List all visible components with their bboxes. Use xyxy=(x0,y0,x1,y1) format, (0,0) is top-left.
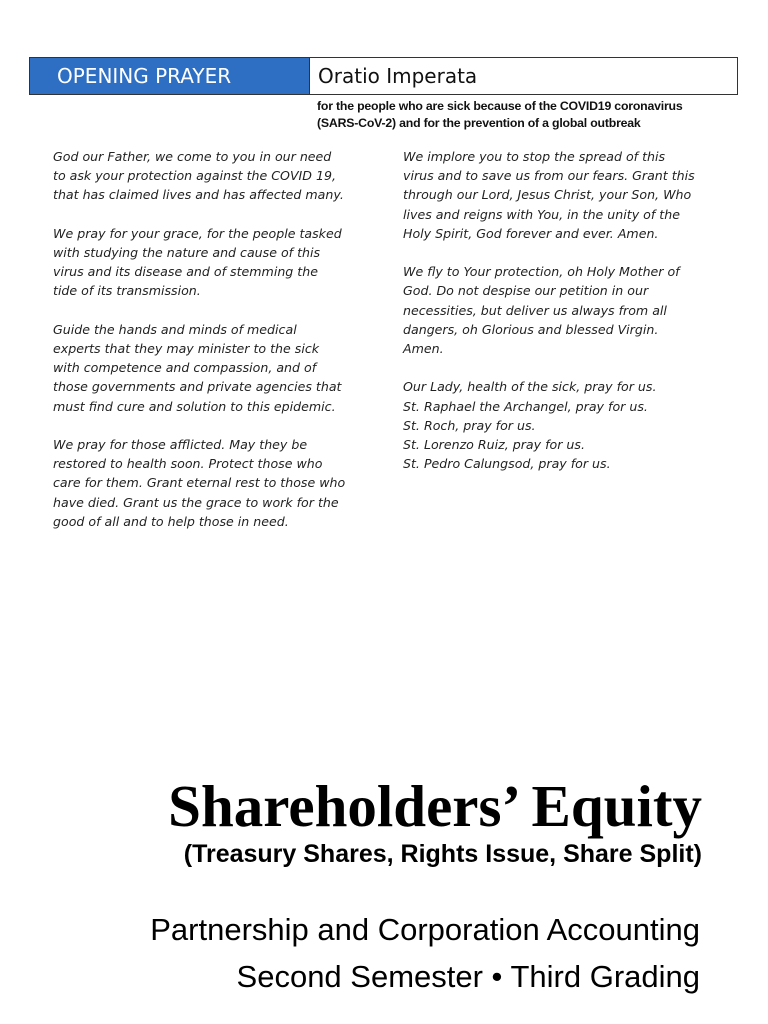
opening-prayer-label: OPENING PRAYER xyxy=(30,58,309,94)
prayer-right-column xyxy=(403,147,728,493)
prayer-paragraph: We fly to Your protection, oh Holy Mother of God. Do not despise our petition in our necessities, but deliver us always from all dangers, oh Glorious and blessed Virgin. Amen. xyxy=(403,264,680,357)
prayer-title: Oratio Imperata xyxy=(309,58,737,94)
prayer-paragraph: We implore you to stop the spread of this virus and to save us from our fears. Grant this through our Lord, Jesus Christ, your Son, Who lives and reigns with You, in the unity of the Holy Spirit, God forever and ever. Amen. xyxy=(403,149,695,241)
prayer-paragraph: God our Father, we come to you in our need to ask your protection against the COVID 19, that has claimed lives and has affected many. xyxy=(53,149,344,203)
prayer-paragraph: We pray for those afflicted. May they be restored to health soon. Protect those who care for them. Grant eternal rest to those who have died. Grant us the grace to work for the good of all and to help those in need. xyxy=(53,437,346,529)
prayer-paragraph: We pray for your grace, for the people tasked with studying the nature and cause of this virus and its disease and of stemming the tide of its transmission. xyxy=(53,225,342,299)
course-term: Second Semester • Third Grading xyxy=(236,959,700,994)
prayer-paragraph: Guide the hands and minds of medical experts that they may minister to the sick with competence and compassion, and of those governments and private agencies that must find cure and solution to this epidemic. xyxy=(53,321,342,414)
prayer-litany: Our Lady, health of the sick, pray for us. St. Raphael the Archangel, pray for us. St. Roch, pray for us. St. Lorenzo Ruiz, pray for us. St. Pedro Calungsod, pray for us. xyxy=(403,379,657,472)
prayer-left-column xyxy=(53,147,371,550)
lesson-title: Shareholders’ Equity xyxy=(168,773,702,839)
prayer-subtitle-line-1: for the people who are sick because of the COVID19 coronavirus xyxy=(317,99,683,113)
course-name: Partnership and Corporation Accounting xyxy=(150,912,700,947)
lesson-topics: (Treasury Shares, Rights Issue, Share Split) xyxy=(183,840,702,868)
prayer-subtitle-line-2: (SARS-CoV-2) and for the prevention of a global outbreak xyxy=(317,116,641,130)
prayer-header xyxy=(29,57,738,95)
prayer-subtitle xyxy=(317,98,737,132)
